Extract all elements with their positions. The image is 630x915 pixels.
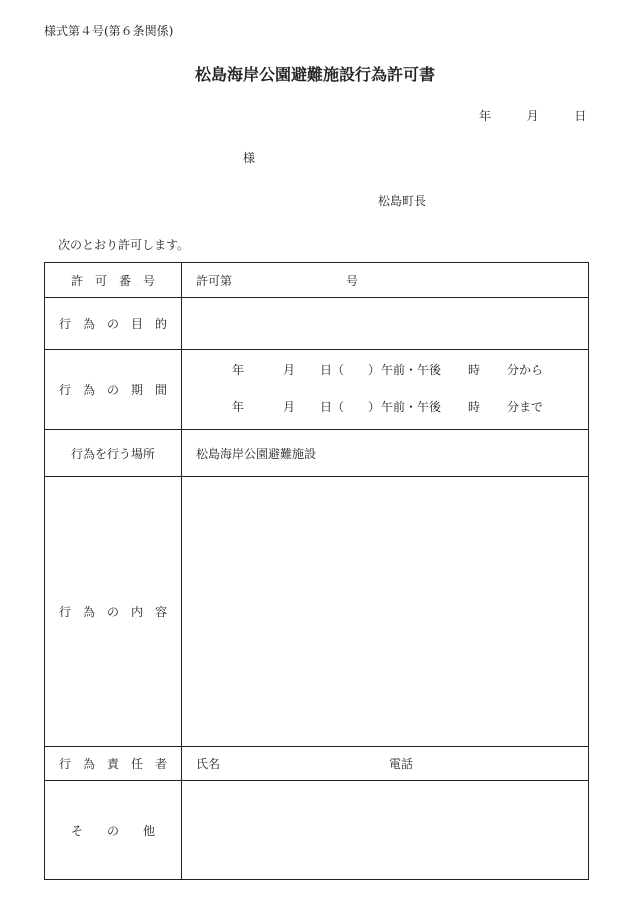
end-paren-close: ） (368, 400, 381, 414)
field-period[interactable] (182, 350, 589, 430)
start-day: 日（ (320, 363, 345, 377)
row-location (45, 430, 589, 477)
field-location[interactable] (182, 430, 589, 477)
start-hour: 時 (468, 363, 481, 377)
row-permit-number (45, 263, 589, 298)
label-other: そ の 他 (45, 781, 182, 880)
end-month: 月 (283, 400, 296, 414)
form-number: 様式第４号(第６条関係) (44, 24, 174, 38)
field-content[interactable] (182, 477, 589, 747)
label-responsible: 行 為 責 任 者 (45, 747, 182, 781)
period-end (182, 398, 588, 418)
date-day-label: 日 (574, 109, 587, 123)
label-permit-number: 許 可 番 号 (45, 263, 182, 298)
field-purpose[interactable] (182, 298, 589, 350)
end-year: 年 (232, 400, 245, 414)
field-responsible[interactable] (182, 747, 589, 781)
end-day: 日（ (320, 400, 345, 414)
field-permit-number[interactable] (182, 263, 589, 298)
intro-text: 次のとおり許可します。 (58, 238, 190, 252)
start-ampm: 午前・午後 (381, 363, 442, 377)
row-other (45, 781, 589, 880)
row-responsible (45, 747, 589, 781)
start-minute: 分から (507, 363, 544, 377)
label-location: 行為を行う場所 (45, 430, 182, 477)
end-minute: 分まで (507, 400, 544, 414)
period-start (182, 361, 588, 381)
start-paren-close: ） (368, 363, 381, 377)
permit-prefix: 許可第 (196, 273, 233, 288)
field-other[interactable] (182, 781, 589, 880)
permit-suffix: 号 (346, 273, 359, 288)
location-value: 松島海岸公園避難施設 (196, 446, 317, 461)
phone-label: 電話 (389, 757, 414, 771)
addressee-suffix: 様 (243, 151, 256, 165)
start-year: 年 (232, 363, 245, 377)
row-purpose (45, 298, 589, 350)
issuer-name: 松島町長 (378, 194, 427, 208)
row-period (45, 350, 589, 430)
permit-form-table (44, 262, 589, 880)
document-title: 松島海岸公園避難施設行為許可書 (194, 65, 435, 84)
label-content: 行 為 の 内 容 (45, 477, 182, 747)
end-hour: 時 (468, 400, 481, 414)
date-year-label: 年 (479, 109, 492, 123)
start-month: 月 (283, 363, 296, 377)
label-period: 行 為 の 期 間 (45, 350, 182, 430)
row-content (45, 477, 589, 747)
label-purpose: 行 為 の 目 的 (45, 298, 182, 350)
date-month-label: 月 (526, 109, 539, 123)
issue-date (479, 107, 586, 124)
end-ampm: 午前・午後 (381, 400, 442, 414)
name-label: 氏名 (196, 757, 221, 771)
